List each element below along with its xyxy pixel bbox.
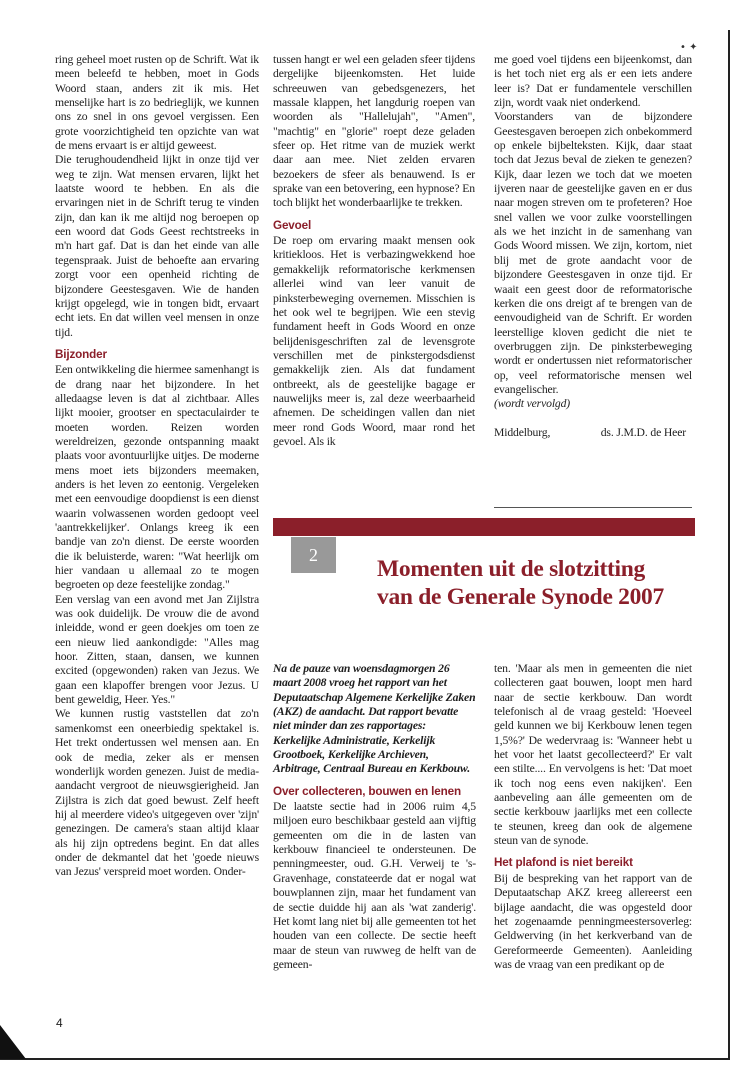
signature-line bbox=[494, 426, 692, 440]
article-intro: Na de pauze van woensdagmorgen 26 maart 2008 vroeg het rapport van het Deputaatschap Algemene Kerkelijke Zaken (AKZ) de aandacht. Dat rapport bevatte niet minder dan zes rapportages: Kerkelijke Administratie, Kerkelijk Grootboek, Kerkelijke Archieven, Arbitrage, Centraal Bureau en Kerkbouw. bbox=[273, 662, 476, 776]
to-be-continued: (wordt vervolgd) bbox=[494, 397, 571, 411]
article-header-band bbox=[273, 518, 695, 536]
section-heading-gevoel: Gevoel bbox=[273, 218, 312, 232]
column-1 bbox=[55, 53, 259, 880]
paragraph: tussen hangt er wel een geladen sfeer tijdens dergelijke bijeenkomsten. Het luide schreeuwen van gebedsgenezers, het massale klappen, het langdurig roepen van woorden als "Hallelujah", "Amen", "machtig" en "glorie" roept deze geladen sfeer op. Het ritme van de muziek werkt daar aan mee. Niet zelden ervaren bezoekers de sfeer als benauwend. Is er sprake van een betovering, een hypnose? En toch blijkt het wonderbaarlijke te trekken. bbox=[273, 53, 475, 210]
paragraph: Een ontwikkeling die hiermee samenhangt is de drang naar het bijzondere. In het alledaagse leven is dat al zichtbaar. Alles lijkt mooier, grootser en spectaculairder te moeten worden. Reizen worden wereldreizen, gezonde ontspanning maakt plaats voor avontuurlijke uitjes. De moderne mens moet iets bijzonders meemaken, anders is het leven zo eentonig. Vergeleken met een eenvoudige doopdienst is een dienst waarin volwassenen worden gedoopt veel 'aantrekkelijker'. Onlangs kreeg ik een bandje van zo'n dienst. De eerste woorden die ik beluisterde, waren: "Wat heerlijk om hier vandaan u allemaal zo te mogen begroeten op deze feestelijke zondag." bbox=[55, 363, 259, 592]
paragraph: De roep om ervaring maakt mensen ook kritiekloos. Het is verbazingwekkend hoe gemakkelijk reformatorische kerkmensen allerlei wind van leer vanuit de pinksterbeweging overnemen. Misschien is het ook wel te begrijpen. Wie een stevig fundament heeft in Gods Woord en onze belijdenisgeschriften zal de levensgrote verschillen met de pinkstergodsdienst gemakkelijk zien. Als dat fundament ontbreekt, als de geestelijke bagage er nauwelijks meer is, zal deze weerbaarheid afnemen. De scheidingen vallen dan niet meer rond Gods Woord, maar rond het gevoel. Als ik bbox=[273, 234, 475, 448]
section-heading-collecteren: Over collecteren, bouwen en lenen bbox=[273, 784, 461, 798]
scan-corner-shadow bbox=[0, 1025, 26, 1059]
scan-edge-right bbox=[728, 30, 730, 1060]
article-title bbox=[377, 555, 707, 611]
paragraph: ten. 'Maar als men in gemeenten die niet collecteren gaat bouwen, loopt men hard naar de sectie kerkbouw. Dan wordt telefonisch al de vraag gesteld: 'Hoeveel geld kunnen we bij Kerkbouw lenen tegen 1,5%?' De wedervraag is: 'Wanneer hebt u het voor het laatst gecollecteerd?' Er valt een stilte.... En vervolgens is het: 'Dat moet ik toch nog eens even nakijken'. Een aanbeveling aan álle gemeenten om de sectie kerkbouw jaarlijks met een collecte te steunen, kreeg dan ook de algemene steun van de synode. bbox=[494, 662, 692, 848]
paragraph: Voorstanders van de bijzondere Geestesgaven beroepen zich onbekommerd op enkele bijbelteksten. Kijk, daar staat toch dat Jezus beval de zieken te genezen? Kijk, daar lezen we toch dat we moeten ijveren naar de geestelijke gaven en er dus naar mogen streven om te profeteren? Hoe snel vallen we voor zulke voorstellingen als we het inzicht in de samenhang van Gods Woord missen. We zijn, kortom, niet blij met de grote aandacht voor de bijzondere Geestesgaven in onze tijd. Er waait een geest door de reformatorische kerken die ons dreigt af te brengen van de eenvoudigheid van de Schrift. Er worden leerstellige kloven gedicht die niet te overbruggen zijn. De pinksterbeweging wordt er ondertussen niet reformatorischer op, veel reformatorische mensen wel evangelischer. bbox=[494, 110, 692, 396]
signature-author: ds. J.M.D. de Heer bbox=[600, 425, 686, 439]
page-number: 4 bbox=[56, 1016, 63, 1030]
column-4 bbox=[273, 662, 476, 972]
paragraph: We kunnen rustig vaststellen dat zo'n samenkomst een oneerbiedig spektakel is. Het trekt ondertussen wel mensen aan. En ook de media, zeker als er mensen wonderlijk worden genezen. Juist de media-aandacht vergroot de nieuwsgierigheid. Jan Zijlstra is zich dat goed bewust. Zelf heeft hij al meerdere video's uitgegeven over 'zijn' genezingen. De camera's staan altijd klaar als hij zijn optredens begint. En dat alles onder de dekmantel dat het 'goede nieuws van Jezus' verspreid moet worden. Onder- bbox=[55, 707, 259, 879]
paragraph: Bij de bespreking van het rapport van de Deputaatschap AKZ kreeg allereerst een bijlage aandacht, die was opgesteld door het zogenaamde penningmeestersoverleg: Geldwerving (in het kerkverband van de Gereformeerde Gemeenten). Aanleiding was de vraag van een predikant op de bbox=[494, 871, 692, 971]
paragraph: Een verslag van een avond met Jan Zijlstra was ook duidelijk. De vrouw die de avond inleidde, wond er geen doekjes om toen ze een nieuw lied aankondigde: "Alles mag hoor. Zitten, staan, dansen, we kunnen excited (opgewonden) raken van Jezus. We gaan een klapoffer brengen voor Jezus. U bent geweldig, Heer. Yes." bbox=[55, 592, 259, 707]
section-heading-bijzonder: Bijzonder bbox=[55, 347, 107, 361]
scan-edge-bottom bbox=[0, 1058, 730, 1060]
article-number-box: 2 bbox=[291, 537, 336, 573]
signature-place: Middelburg, bbox=[494, 425, 551, 439]
paragraph: Die terughoudendheid lijkt in onze tijd ver weg te zijn. Wat mensen ervaren, lijkt het laatste woord te hebben. En als die ervaringen niet in de Schrift terug te vinden zijn, dan kan ik me altijd nog beroepen op een woord dat Gods Geest rechtstreeks in m'n hart gaf. Dat is dan het einde van alle tegenspraak. Juist de behoefte aan ervaring zorgt voor een openheid richting de bijzondere Geestesgaven. Wie de handen krijgt opgelegd, wie in tongen bidt, ervaart echt iets. En dat willen veel mensen in onze tijd. bbox=[55, 153, 259, 339]
paragraph: me goed voel tijdens een bijeenkomst, dan is het toch niet erg als er een iets andere leer is? Dat er fundamentele verschillen zijn, wordt vaak niet onderkend. bbox=[494, 53, 692, 110]
column-3 bbox=[494, 53, 692, 440]
article-title-line-1: Momenten uit de slotzitting bbox=[377, 556, 645, 582]
section-heading-plafond: Het plafond is niet bereikt bbox=[494, 856, 633, 870]
scan-speck-icon: • ✦ bbox=[680, 42, 698, 53]
divider bbox=[494, 507, 692, 508]
article-title-line-2: van de Generale Synode 2007 bbox=[377, 584, 664, 610]
column-5 bbox=[494, 662, 692, 972]
paragraph: ring geheel moet rusten op de Schrift. Wat ik meen beleefd te hebben, moet in Gods Woord staan, anders zit ik mis. Het menselijke hart is zo bedrieglijk, we kunnen ons zo snel in ons gevoel vergissen. Een grote voorzichtigheid ten opzichte van wat de mens ervaart is er altijd geweest. bbox=[55, 53, 259, 153]
paragraph: De laatste sectie had in 2006 ruim 4,5 miljoen euro beschikbaar gesteld aan vijftig gemeenten om die in de lasten van kerkbouw financieel te ondersteunen. De penningmeester, oud. G.H. Verweij te 's-Gravenhage, constateerde dat er nogal wat bouwplannen zijn, maar het fundament van de sectie duidde hij aan als 'wat zanderig'. Het komt lang niet bij alle gemeenten tot het houden van een collecte. De sectie heeft maar de steun van ruwweg de helft van de gemeen- bbox=[273, 800, 476, 971]
column-2 bbox=[273, 53, 475, 449]
